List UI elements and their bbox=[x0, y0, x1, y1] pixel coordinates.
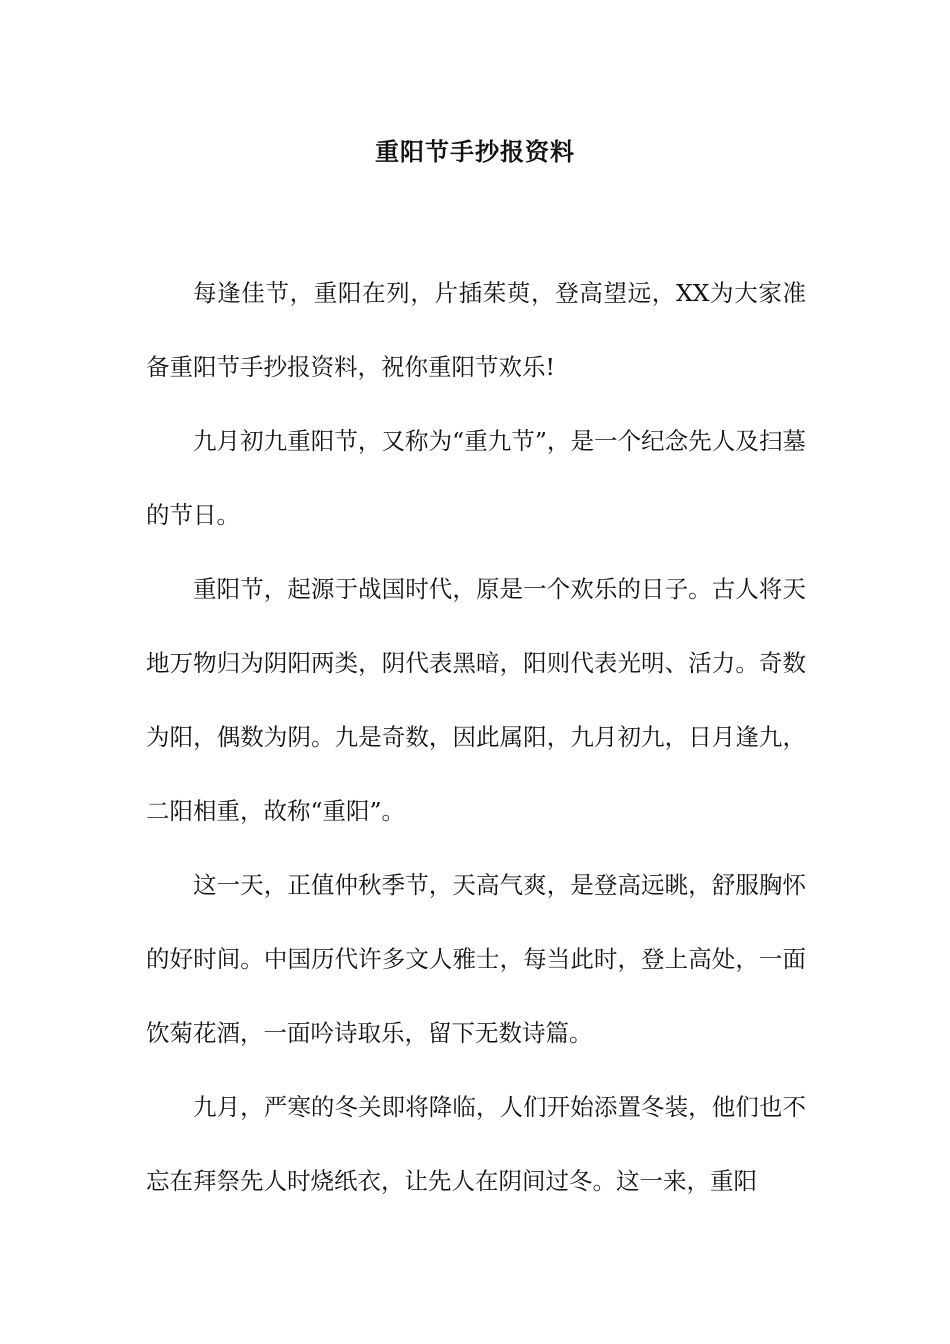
document-title: 重阳节手抄报资料 bbox=[375, 137, 575, 166]
paragraph-climbing: 这一天，正值仲秋季节，天高气爽，是登高远眺，舒服胸怀的好时间。中国历代许多文人雅士，每当此时，登上高处，一面饮菊花酒，一面吟诗取乐，留下无数诗篇。 bbox=[146, 871, 806, 1047]
paragraph-origin: 重阳节，起源于战国时代，原是一个欢乐的日子。古人将天地万物归为阴阳两类，阴代表黑暗，阳则代表光明、活力。奇数为阳，偶数为阴。九是奇数，因此属阳，九月初九，日月逢九，二阳相重，故称“重阳”。 bbox=[146, 575, 806, 825]
paragraph-winter: 九月，严寒的冬关即将降临，人们开始添置冬装，他们也不忘在拜祭先人时烧纸衣，让先人在阴间过冬。这一来，重阳 bbox=[146, 1093, 806, 1195]
document-body bbox=[146, 256, 806, 1218]
paragraph-definition: 九月初九重阳节，又称为“重九节”，是一个纪念先人及扫墓的节日。 bbox=[146, 427, 806, 529]
paragraph-intro: 每逢佳节，重阳在列，片插茱萸，登高望远，XX为大家准备重阳节手抄报资料，祝你重阳节欢乐! bbox=[146, 279, 806, 381]
